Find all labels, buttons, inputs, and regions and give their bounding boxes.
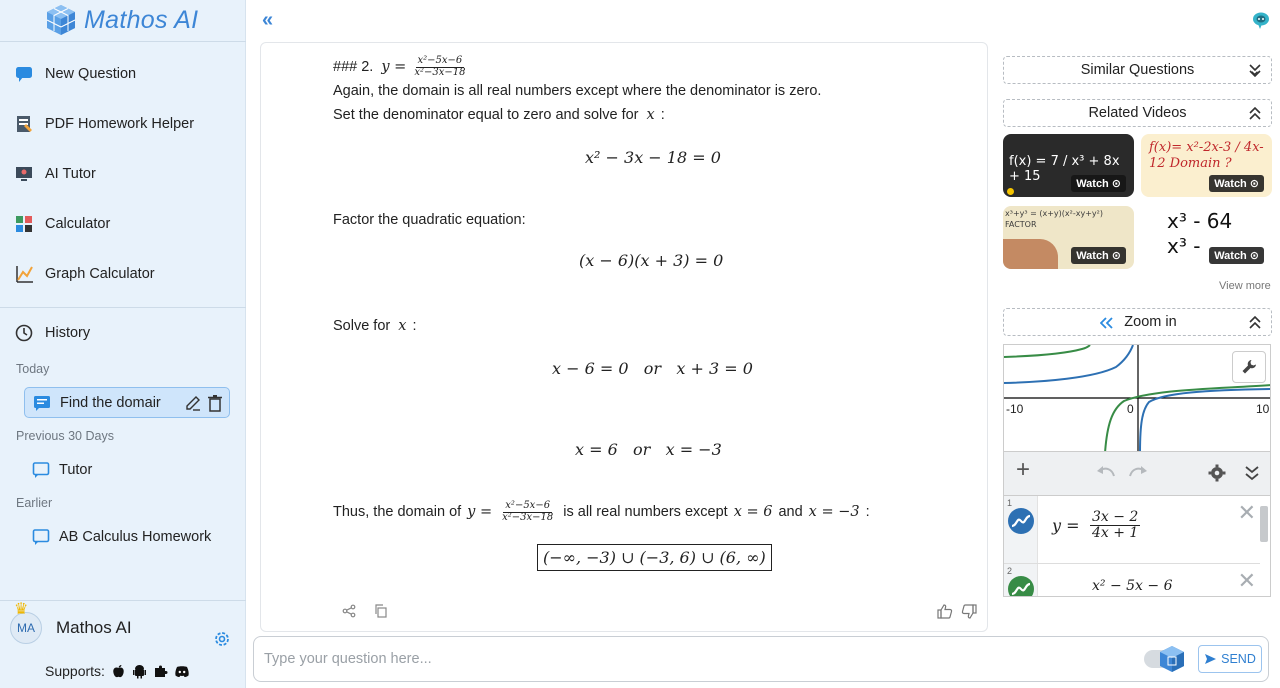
nav-label: AI Tutor <box>45 166 96 182</box>
x-tick-label: 0 <box>1127 402 1134 416</box>
history-item[interactable] <box>24 454 230 485</box>
logo[interactable] <box>44 2 198 38</box>
accordion-label: Similar Questions <box>1080 62 1195 78</box>
video-thumbnail[interactable] <box>1003 134 1134 197</box>
logo-cube-icon <box>44 3 78 37</box>
x-tick-label: -10 <box>1006 402 1024 416</box>
pdf-icon <box>14 114 34 134</box>
accordion-label: Zoom in <box>1124 314 1177 330</box>
double-chevron-down-icon[interactable] <box>1244 465 1260 481</box>
watch-button[interactable]: Watch ⊙ <box>1209 175 1264 192</box>
view-more-link[interactable]: View more <box>1219 280 1271 292</box>
expression-row[interactable] <box>1004 496 1260 564</box>
crown-icon: ♛ <box>14 601 29 618</box>
history-item[interactable] <box>24 521 230 552</box>
final-answer-box: (−∞, −3) ∪ (−3, 6) ∪ (6, ∞) <box>537 548 772 567</box>
play-icon: ⊙ <box>1111 250 1121 262</box>
play-icon: ⊙ <box>1111 178 1121 190</box>
history-item-label: Tutor <box>59 461 93 478</box>
answer-line: Set the denominator equal to zero and solve for x : <box>333 107 665 123</box>
double-chevron-down-icon <box>1249 64 1261 77</box>
nav-calculator[interactable] <box>14 211 110 237</box>
equation-cases: x − 6 = 0 or x + 3 = 0 <box>552 359 753 378</box>
video-thumbnail[interactable] <box>1141 134 1272 197</box>
apple-icon[interactable] <box>111 664 126 679</box>
add-expression-icon[interactable]: + <box>1016 456 1031 483</box>
video-thumbnail[interactable] <box>1141 206 1272 269</box>
history-icon <box>14 323 34 343</box>
equation-solutions: x = 6 or x = −3 <box>575 440 722 459</box>
discord-icon[interactable] <box>174 664 190 679</box>
graph-toolbar <box>1003 452 1271 495</box>
expression-number: 2 <box>1007 566 1013 576</box>
chat-outline-icon <box>32 528 50 546</box>
video-thumb-text: f(x)= x²-2x-3 / 4x-12 Domain ? <box>1149 140 1264 171</box>
equation-factored: (x − 6)(x + 3) = 0 <box>579 251 724 270</box>
play-icon: ⊙ <box>1249 178 1259 190</box>
sidebar <box>0 0 246 688</box>
graph-icon <box>14 264 34 284</box>
tutor-icon <box>14 164 34 184</box>
watch-button[interactable]: Watch ⊙ <box>1209 247 1264 264</box>
delete-expression-icon[interactable]: ✕ <box>1237 500 1256 525</box>
supports-row <box>45 663 190 679</box>
video-thumb-text: x³+y³ = (x+y)(x²-xy+y²) FACTOR <box>1005 209 1103 230</box>
user-name: Mathos AI <box>56 618 132 637</box>
expression-lhs: y = <box>1052 516 1080 535</box>
send-button[interactable]: SEND <box>1198 645 1262 673</box>
hand-image <box>1003 239 1058 269</box>
brand-name: Mathos AI <box>84 5 199 34</box>
support-agent-icon[interactable] <box>1250 10 1272 30</box>
zoom-in-toggle[interactable] <box>1003 308 1272 336</box>
wrench-icon <box>1241 359 1257 375</box>
edit-icon[interactable] <box>184 394 202 412</box>
expression-number: 1 <box>1007 498 1013 508</box>
curve-series-1-left <box>1004 345 1133 383</box>
graph-canvas[interactable] <box>1003 344 1271 452</box>
toggle-cube-icon[interactable] <box>1159 645 1185 673</box>
nav-label: New Question <box>45 66 137 82</box>
nav-ai-tutor[interactable] <box>14 161 96 187</box>
double-chevron-left-icon <box>1100 317 1113 329</box>
video-thumb-text: f(x) = 7 / x³ + 8x + 15 <box>1009 154 1120 184</box>
avatar: ♛ MA <box>10 612 42 644</box>
delete-expression-icon[interactable]: ✕ <box>1237 568 1256 593</box>
expression-gutter <box>1004 496 1038 563</box>
video-thumb-text: x³ - 64 x³ - <box>1167 209 1233 258</box>
send-icon <box>1204 653 1217 665</box>
supports-label: Supports: <box>45 663 105 679</box>
section-today: Today <box>16 362 50 376</box>
similar-questions-toggle[interactable] <box>1003 56 1272 84</box>
history-header[interactable] <box>14 320 90 346</box>
double-chevron-up-icon <box>1249 316 1261 329</box>
answer-line: Solve for x : <box>333 318 417 334</box>
thumbs-down-icon[interactable] <box>961 604 977 619</box>
history-label: History <box>45 325 91 341</box>
share-icon[interactable] <box>342 604 356 618</box>
delete-icon[interactable] <box>207 394 223 412</box>
play-icon: ⊙ <box>1249 250 1259 262</box>
card-actions <box>342 604 388 618</box>
answer-line: Again, the domain is all real numbers except where the denominator is zero. <box>333 83 822 99</box>
puzzle-extension-icon[interactable] <box>153 664 168 679</box>
nav-label: Calculator <box>45 216 111 232</box>
x-tick-label: 10 <box>1256 402 1270 416</box>
expression-row[interactable] <box>1004 564 1260 597</box>
expression-partial: x² − 5x − 6 <box>1092 578 1173 594</box>
expression-scrollbar[interactable] <box>1260 506 1268 542</box>
chat-bubble-icon <box>14 64 34 84</box>
divider <box>0 307 246 308</box>
watch-button[interactable]: Watch ⊙ <box>1071 247 1126 264</box>
graph-plot <box>1004 345 1271 452</box>
question-input[interactable] <box>264 647 1124 671</box>
calculator-icon <box>14 214 34 234</box>
nav-graph-calculator[interactable] <box>14 261 155 287</box>
section-earlier: Earlier <box>16 496 53 510</box>
section-previous: Previous 30 Days <box>16 429 114 443</box>
watch-button[interactable]: Watch ⊙ <box>1071 175 1126 192</box>
curve-series-2-left <box>1004 345 1090 357</box>
accordion-label: Related Videos <box>1088 105 1187 121</box>
redo-icon[interactable] <box>1128 464 1148 478</box>
chevron-down-icon: ⌄ <box>1248 62 1261 79</box>
double-chevron-up-icon <box>1249 107 1261 120</box>
user-profile[interactable] <box>10 601 132 644</box>
expression-fraction: $\frac{3x - 2}{4x + 1}$ <box>1092 509 1139 541</box>
nav-label: PDF Homework Helper <box>45 116 195 132</box>
chat-outline-icon <box>32 461 50 479</box>
related-videos-toggle[interactable] <box>1003 99 1272 127</box>
video-dot <box>1007 188 1014 195</box>
chat-lines-icon <box>33 394 51 412</box>
answer-heading: ### 2. y = $\frac{\text{x²−5x−6}}{\text{x²−3x−18}}$ <box>333 55 466 78</box>
android-icon[interactable] <box>132 664 147 679</box>
expression-list <box>1003 495 1271 597</box>
copy-icon[interactable] <box>374 604 388 618</box>
history-item-active[interactable] <box>24 387 230 418</box>
curve-series-2-right <box>1105 385 1271 452</box>
question-input-bar <box>253 636 1269 682</box>
video-thumbnail[interactable] <box>1003 206 1134 269</box>
collapse-sidebar-icon[interactable]: « <box>262 9 274 31</box>
settings-gear-icon[interactable] <box>1208 464 1226 482</box>
equation-denominator: x² − 3x − 18 = 0 <box>585 148 721 167</box>
history-item-label: Find the domair <box>60 394 161 411</box>
desmos-curve-icon[interactable] <box>1008 576 1034 597</box>
desmos-curve-icon[interactable] <box>1008 508 1034 534</box>
feedback-actions <box>937 604 977 619</box>
settings-gear-icon[interactable] <box>212 629 232 649</box>
answer-line: Factor the quadratic equation: <box>333 212 526 228</box>
nav-new-question[interactable] <box>14 61 136 87</box>
graph-settings-button[interactable] <box>1232 351 1266 383</box>
divider <box>0 600 246 601</box>
nav-pdf-homework-helper[interactable] <box>14 111 194 137</box>
thumbs-up-icon[interactable] <box>937 604 953 619</box>
undo-icon[interactable] <box>1096 464 1116 478</box>
expression-gutter <box>1004 564 1038 597</box>
answer-conclusion: Thus, the domain of y = $\frac{\text{x²−5x−6}}{\text{x²−3x−18}}$ is all real numbers except x = 6 and x = −3 : <box>333 500 870 523</box>
divider <box>0 41 246 42</box>
history-item-label: AB Calculus Homework <box>59 528 212 545</box>
nav-label: Graph Calculator <box>45 266 155 282</box>
